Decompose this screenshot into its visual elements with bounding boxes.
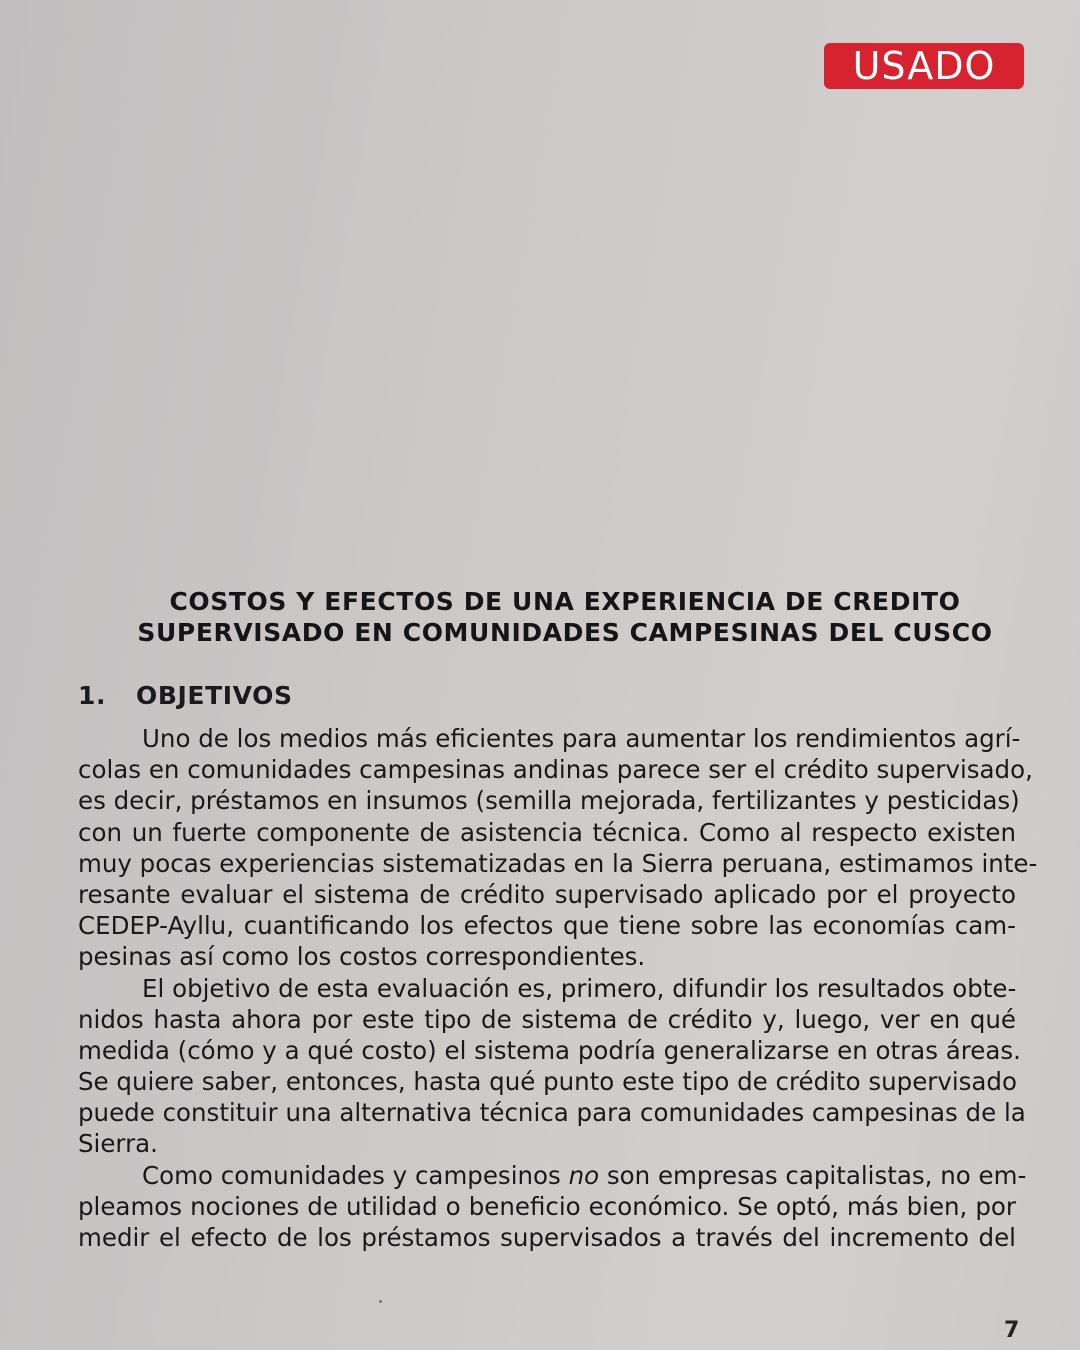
used-badge: USADO [824, 43, 1024, 89]
body-text [78, 723, 1038, 1253]
text-line: Se quiere saber, entonces, hasta qué punto este tipo de crédito supervisado [78, 1067, 1017, 1097]
text-line: es decir, préstamos en insumos (semilla mejorada, fertilizantes y pesticidas) [78, 786, 1020, 816]
text-line: CEDEP-Ayllu, cuantificando los efectos que tiene sobre las economías cam- [78, 911, 1016, 941]
page-number: 7 [1004, 1318, 1020, 1343]
text-line: con un fuerte componente de asistencia técnica. Como al respecto existen [78, 817, 1016, 847]
section-title: OBJETIVOS [136, 681, 293, 710]
section-number: 1. [78, 681, 107, 710]
text-line: Sierra. [78, 1129, 158, 1159]
title-line-1: COSTOS Y EFECTOS DE UNA EXPERIENCIA DE CREDITO [169, 587, 961, 616]
text-line: El objetivo de esta evaluación es, primero, difundir los resultados obte- [142, 973, 1017, 1003]
text-line: Como comunidades y campesinos no son empresas capitalistas, no em- [142, 1160, 1027, 1190]
text-line: pesinas así como los costos correspondientes. [78, 942, 646, 972]
text-line: muy pocas experiencias sistematizadas en la Sierra peruana, estimamos inte- [78, 848, 1038, 878]
paper-speck [379, 1300, 382, 1303]
text-line: colas en comunidades campesinas andinas parece ser el crédito supervisado, [78, 755, 1033, 785]
text-line: medir el efecto de los préstamos supervisados a través del incremento del [78, 1223, 1016, 1252]
text-line: Uno de los medios más eficientes para aumentar los rendimientos agrí- [142, 724, 1021, 753]
text-line: nidos hasta ahora por este tipo de sistema de crédito y, luego, ver en qué [78, 1004, 1016, 1034]
document-title [80, 586, 1050, 648]
title-line-2: SUPERVISADO EN COMUNIDADES CAMPESINAS DEL CUSCO [137, 618, 993, 647]
text-line: medida (cómo y a qué costo) el sistema podría generalizarse en otras áreas. [78, 1035, 1021, 1065]
section-heading [78, 680, 293, 711]
text-line: puede constituir una alternativa técnica para comunidades campesinas de la [78, 1098, 1026, 1128]
text-line: pleamos nociones de utilidad o beneficio económico. Se optó, más bien, por [78, 1191, 1016, 1221]
text-line: resante evaluar el sistema de crédito supervisado aplicado por el proyecto [78, 879, 1016, 909]
